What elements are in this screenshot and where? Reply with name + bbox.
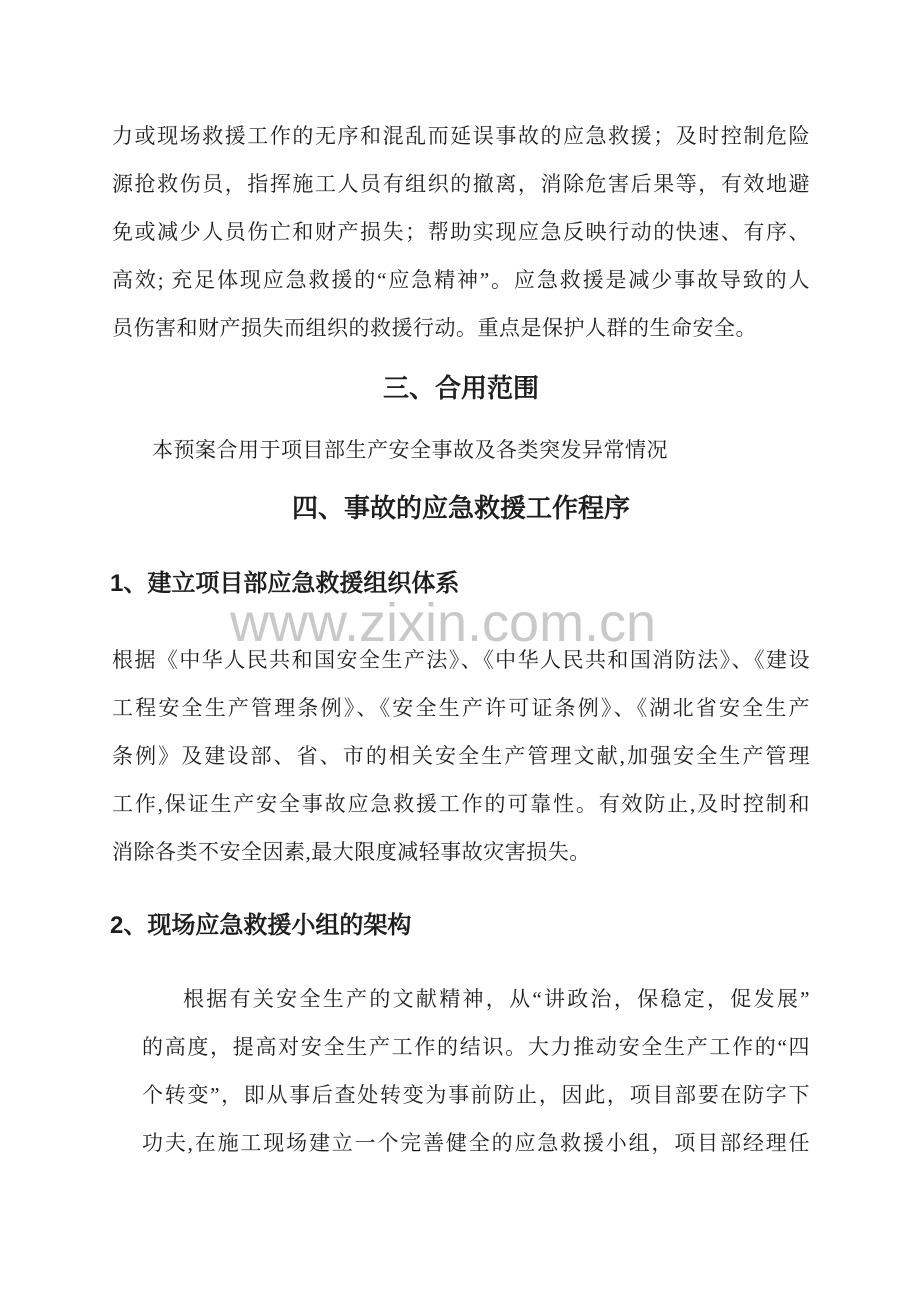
text-line: 条例》及建设部、省、市的相关安全生产管理文献,加强安全生产管理 bbox=[112, 744, 810, 768]
text-line: 的高度，提高对安全生产工作的结识。大力推动安全生产工作的“四 bbox=[142, 1035, 810, 1059]
text-line: 力或现场救援工作的无序和混乱而延误事故的应急救援；及时控制危险 bbox=[112, 124, 810, 148]
paragraph-intro bbox=[112, 112, 810, 352]
heading-scope: 三、合用范围 bbox=[382, 373, 539, 403]
watermark-text: www.zixin.com.cn bbox=[230, 593, 657, 653]
subheading-org-system: 1、建立项目部应急救援组织体系 bbox=[110, 570, 460, 597]
text-line: 功夫,在施工现场建立一个完善健全的应急救援小组，项目部经理任 bbox=[142, 1131, 810, 1155]
text-line: 高效; 充足体现应急救援的“应急精神”。应急救援是减少事故导致的人 bbox=[112, 268, 810, 292]
text-line: 免或减少人员伤亡和财产损失；帮助实现应急反映行动的快速、有序、 bbox=[112, 220, 810, 244]
paragraph-legal-basis bbox=[112, 636, 810, 876]
paragraph-team-structure bbox=[142, 975, 810, 1167]
text-line: 源抢救伤员，指挥施工人员有组织的撤离，消除危害后果等，有效地避 bbox=[112, 172, 810, 196]
paragraph-scope: 本预案合用于项目部生产安全事故及各类突发异常情况 bbox=[152, 438, 668, 462]
text-line: 员伤害和财产损失而组织的救援行动。重点是保护人群的生命安全。 bbox=[112, 316, 757, 340]
text-line: 个转变”，即从事后查处转变为事前防止，因此，项目部要在防字下 bbox=[142, 1083, 810, 1107]
text-line: 工作,保证生产安全事故应急救援工作的可靠性。有效防止,及时控制和 bbox=[112, 792, 810, 816]
heading-rescue-procedure: 四、事故的应急救援工作程序 bbox=[291, 493, 630, 523]
text-line: 根据有关安全生产的文献精神，从“讲政治，保稳定，促发展” bbox=[183, 987, 810, 1011]
text-line: 根据《中华人民共和国安全生产法》、《中华人民共和国消防法》、《建设 bbox=[112, 648, 810, 672]
text-line: 消除各类不安全因素,最大限度减轻事故灾害损失。 bbox=[112, 840, 591, 864]
text-line: 工程安全生产管理条例》、《安全生产许可证条例》、《湖北省安全生产 bbox=[112, 696, 810, 720]
subheading-team-structure: 2、现场应急救援小组的架构 bbox=[110, 912, 412, 939]
